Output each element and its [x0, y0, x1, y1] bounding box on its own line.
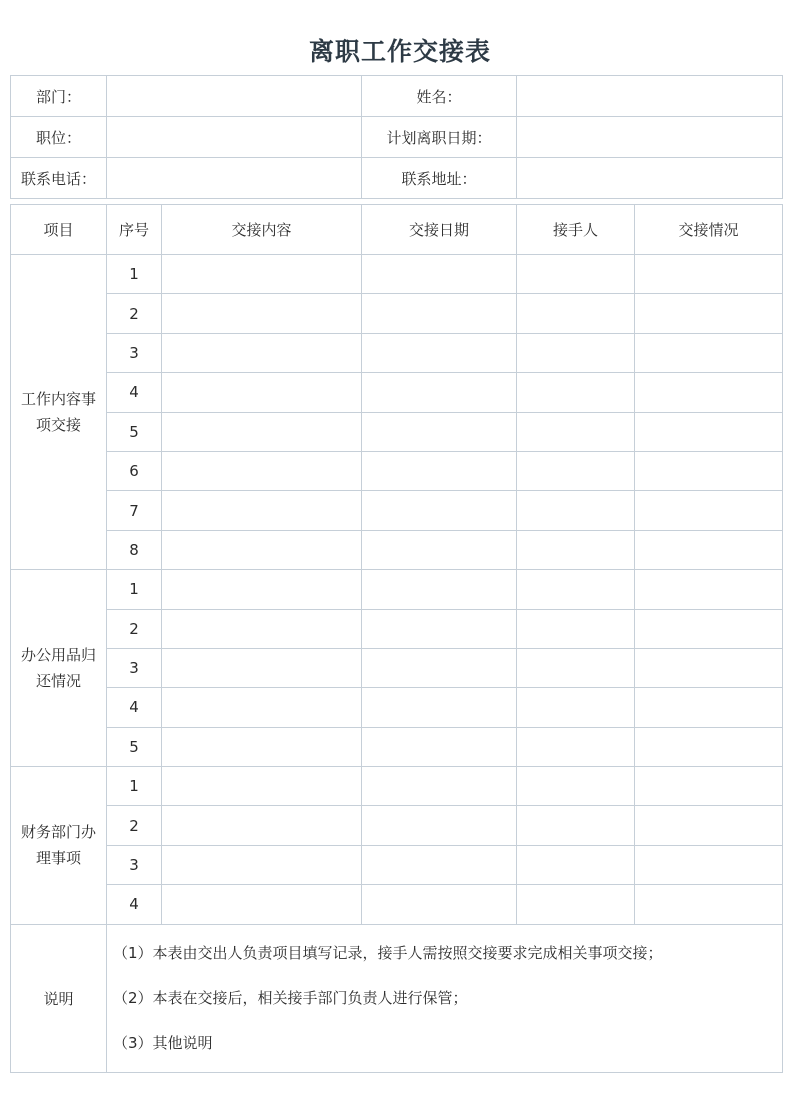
date-cell[interactable]	[362, 412, 517, 451]
date-cell[interactable]	[362, 688, 517, 727]
info-value-field[interactable]	[517, 117, 783, 158]
date-cell[interactable]	[362, 648, 517, 687]
content-cell[interactable]	[162, 806, 362, 845]
date-cell[interactable]	[362, 373, 517, 412]
seq-cell: 8	[107, 530, 162, 569]
status-cell[interactable]	[635, 373, 783, 412]
group-label: 财务部门办理事项	[11, 767, 107, 925]
info-row	[11, 117, 783, 158]
table-row	[11, 767, 783, 806]
table-header-row	[11, 205, 783, 255]
seq-cell: 6	[107, 451, 162, 490]
info-value-field[interactable]	[107, 158, 362, 199]
content-cell[interactable]	[162, 491, 362, 530]
info-label: 联系电话：	[11, 158, 107, 199]
table-row	[11, 727, 783, 766]
status-cell[interactable]	[635, 412, 783, 451]
table-row	[11, 373, 783, 412]
receiver-cell[interactable]	[517, 845, 635, 884]
header-receiver: 接手人	[517, 205, 635, 255]
date-cell[interactable]	[362, 530, 517, 569]
note-line: （1）本表由交出人负责项目填写记录，接手人需按照交接要求完成相关事项交接；	[113, 943, 663, 962]
note-line: （2）本表在交接后，相关接手部门负责人进行保管；	[113, 988, 468, 1007]
content-cell[interactable]	[162, 530, 362, 569]
status-cell[interactable]	[635, 845, 783, 884]
seq-cell: 1	[107, 767, 162, 806]
seq-cell: 2	[107, 806, 162, 845]
status-cell[interactable]	[635, 806, 783, 845]
table-row	[11, 294, 783, 333]
seq-cell: 5	[107, 412, 162, 451]
receiver-cell[interactable]	[517, 333, 635, 372]
info-label: 计划离职日期：	[362, 117, 517, 158]
receiver-cell[interactable]	[517, 451, 635, 490]
receiver-cell[interactable]	[517, 885, 635, 924]
seq-cell: 2	[107, 609, 162, 648]
info-row	[11, 158, 783, 199]
table-row	[11, 255, 783, 294]
info-label: 部门：	[11, 76, 107, 117]
personal-info-table	[10, 75, 783, 199]
info-label: 姓名：	[362, 76, 517, 117]
header-project: 项目	[11, 205, 107, 255]
date-cell[interactable]	[362, 845, 517, 884]
receiver-cell[interactable]	[517, 373, 635, 412]
content-cell[interactable]	[162, 727, 362, 766]
seq-cell: 1	[107, 255, 162, 294]
content-cell[interactable]	[162, 688, 362, 727]
date-cell[interactable]	[362, 491, 517, 530]
seq-cell: 5	[107, 727, 162, 766]
info-value-field[interactable]	[107, 117, 362, 158]
info-value-field[interactable]	[107, 76, 362, 117]
receiver-cell[interactable]	[517, 727, 635, 766]
seq-cell: 4	[107, 373, 162, 412]
content-cell[interactable]	[162, 885, 362, 924]
receiver-cell[interactable]	[517, 648, 635, 687]
content-cell[interactable]	[162, 412, 362, 451]
table-row	[11, 491, 783, 530]
status-cell[interactable]	[635, 570, 783, 609]
status-cell[interactable]	[635, 688, 783, 727]
header-status: 交接情况	[635, 205, 783, 255]
date-cell[interactable]	[362, 294, 517, 333]
notes-row	[11, 924, 783, 1072]
receiver-cell[interactable]	[517, 609, 635, 648]
info-value-field[interactable]	[517, 158, 783, 199]
receiver-cell[interactable]	[517, 530, 635, 569]
table-row	[11, 451, 783, 490]
seq-cell: 4	[107, 885, 162, 924]
receiver-cell[interactable]	[517, 767, 635, 806]
seq-cell: 7	[107, 491, 162, 530]
group-label: 工作内容事项交接	[11, 255, 107, 570]
status-cell[interactable]	[635, 451, 783, 490]
date-cell[interactable]	[362, 609, 517, 648]
date-cell[interactable]	[362, 727, 517, 766]
table-row	[11, 570, 783, 609]
date-cell[interactable]	[362, 767, 517, 806]
status-cell[interactable]	[635, 255, 783, 294]
seq-cell: 3	[107, 845, 162, 884]
content-cell[interactable]	[162, 255, 362, 294]
notes-label: 说明	[11, 924, 107, 1072]
seq-cell: 2	[107, 294, 162, 333]
seq-cell: 3	[107, 648, 162, 687]
table-row	[11, 885, 783, 924]
date-cell[interactable]	[362, 333, 517, 372]
info-value-field[interactable]	[517, 76, 783, 117]
header-content: 交接内容	[162, 205, 362, 255]
table-row	[11, 333, 783, 372]
receiver-cell[interactable]	[517, 570, 635, 609]
seq-cell: 3	[107, 333, 162, 372]
table-row	[11, 845, 783, 884]
document-title: 离职工作交接表	[308, 37, 491, 66]
receiver-cell[interactable]	[517, 255, 635, 294]
status-cell[interactable]	[635, 530, 783, 569]
table-row	[11, 412, 783, 451]
status-cell[interactable]	[635, 727, 783, 766]
status-cell[interactable]	[635, 609, 783, 648]
table-row	[11, 688, 783, 727]
date-cell[interactable]	[362, 255, 517, 294]
status-cell[interactable]	[635, 885, 783, 924]
info-label: 职位：	[11, 117, 107, 158]
note-line: （3）其他说明	[113, 1033, 213, 1052]
info-row	[11, 76, 783, 117]
table-row	[11, 648, 783, 687]
group-label: 办公用品归还情况	[11, 570, 107, 767]
handover-table	[10, 204, 783, 1073]
date-cell[interactable]	[362, 570, 517, 609]
header-date: 交接日期	[362, 205, 517, 255]
content-cell[interactable]	[162, 570, 362, 609]
content-cell[interactable]	[162, 373, 362, 412]
status-cell[interactable]	[635, 648, 783, 687]
content-cell[interactable]	[162, 609, 362, 648]
notes-content	[107, 924, 783, 1072]
seq-cell: 4	[107, 688, 162, 727]
content-cell[interactable]	[162, 333, 362, 372]
header-seq: 序号	[107, 205, 162, 255]
table-row	[11, 609, 783, 648]
content-cell[interactable]	[162, 451, 362, 490]
info-label: 联系地址：	[362, 158, 517, 199]
content-cell[interactable]	[162, 294, 362, 333]
receiver-cell[interactable]	[517, 294, 635, 333]
seq-cell: 1	[107, 570, 162, 609]
date-cell[interactable]	[362, 806, 517, 845]
receiver-cell[interactable]	[517, 806, 635, 845]
status-cell[interactable]	[635, 294, 783, 333]
status-cell[interactable]	[635, 491, 783, 530]
receiver-cell[interactable]	[517, 491, 635, 530]
receiver-cell[interactable]	[517, 412, 635, 451]
content-cell[interactable]	[162, 767, 362, 806]
status-cell[interactable]	[635, 333, 783, 372]
status-cell[interactable]	[635, 767, 783, 806]
date-cell[interactable]	[362, 885, 517, 924]
table-row	[11, 806, 783, 845]
date-cell[interactable]	[362, 451, 517, 490]
content-cell[interactable]	[162, 648, 362, 687]
receiver-cell[interactable]	[517, 688, 635, 727]
table-row	[11, 530, 783, 569]
content-cell[interactable]	[162, 845, 362, 884]
